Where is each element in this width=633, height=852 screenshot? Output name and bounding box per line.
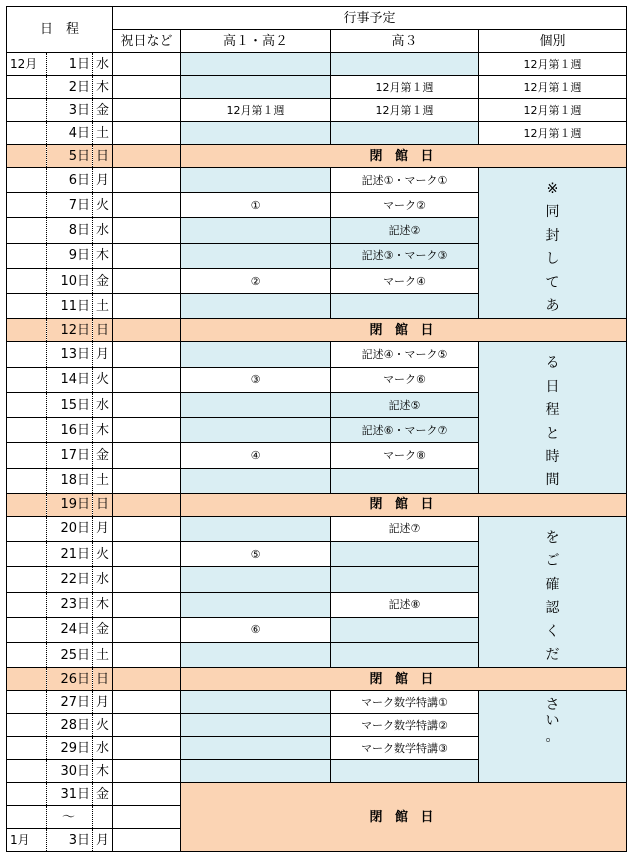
month-cell — [7, 542, 47, 567]
day-cell: 20日 — [47, 516, 93, 541]
k12-cell — [181, 737, 331, 760]
month-cell: 12月 — [7, 53, 47, 76]
k3-cell — [331, 643, 479, 668]
k3-cell: マーク数学特講③ — [331, 737, 479, 760]
holiday-header: 祝日など — [113, 30, 181, 53]
month-cell — [7, 493, 47, 516]
weekday-cell: 水 — [93, 392, 113, 417]
day-cell: 24日 — [47, 617, 93, 642]
holiday-cell — [113, 617, 181, 642]
note-char: 認 — [545, 600, 560, 617]
weekday-cell: 金 — [93, 99, 113, 122]
day-cell: 19日 — [47, 493, 93, 516]
month-cell: 1月 — [7, 829, 47, 852]
day-cell: 23日 — [47, 592, 93, 617]
weekday-cell: 火 — [93, 193, 113, 218]
k3-cell — [331, 567, 479, 592]
weekday-cell — [93, 806, 113, 829]
note-char: く — [545, 623, 560, 640]
day-cell: 30日 — [47, 760, 93, 783]
weekday-cell: 月 — [93, 516, 113, 541]
day-cell: 12日 — [47, 319, 93, 342]
note-char: 同 — [545, 204, 560, 221]
k12-cell — [181, 243, 331, 268]
note-char: 確 — [545, 576, 560, 593]
note-char: 。 — [545, 729, 560, 746]
day-cell: 18日 — [47, 468, 93, 493]
month-cell — [7, 783, 47, 806]
individual-cell: 12月第１週 — [479, 122, 627, 145]
k3-cell: 記述⑥・マーク⑦ — [331, 418, 479, 443]
holiday-cell — [113, 493, 181, 516]
note-char: 日 — [545, 378, 560, 395]
table-row — [7, 99, 627, 122]
holiday-cell — [113, 168, 181, 193]
holiday-cell — [113, 392, 181, 417]
note-char: る — [545, 355, 560, 372]
note-char: ご — [545, 553, 560, 570]
holiday-cell — [113, 806, 181, 829]
k12-cell: ③ — [181, 367, 331, 392]
table-row — [7, 342, 627, 367]
weekday-cell: 火 — [93, 367, 113, 392]
day-cell: 17日 — [47, 443, 93, 468]
holiday-cell — [113, 691, 181, 714]
weekday-cell: 火 — [93, 542, 113, 567]
vertical-note — [479, 691, 627, 783]
month-cell — [7, 617, 47, 642]
month-cell — [7, 714, 47, 737]
closed-day-label: 閉 館 日 — [181, 145, 627, 168]
k3-cell: 記述⑤ — [331, 392, 479, 417]
table-row — [7, 168, 627, 193]
k12-cell — [181, 714, 331, 737]
weekday-cell: 日 — [93, 668, 113, 691]
weekday-cell: 土 — [93, 468, 113, 493]
k3-cell: マーク② — [331, 193, 479, 218]
month-cell — [7, 168, 47, 193]
k3-cell — [331, 53, 479, 76]
holiday-cell — [113, 443, 181, 468]
weekday-cell: 木 — [93, 418, 113, 443]
day-cell: 27日 — [47, 691, 93, 714]
k3-cell: マーク数学特講① — [331, 691, 479, 714]
note-char: あ — [545, 298, 560, 315]
events-header: 行事予定 — [113, 7, 627, 30]
weekday-cell: 土 — [93, 294, 113, 319]
day-cell: 1日 — [47, 53, 93, 76]
holiday-cell — [113, 643, 181, 668]
month-cell — [7, 294, 47, 319]
day-cell: 22日 — [47, 567, 93, 592]
holiday-cell — [113, 193, 181, 218]
month-cell — [7, 243, 47, 268]
closed-period-label: 閉 館 日 — [181, 783, 627, 852]
month-cell — [7, 367, 47, 392]
day-cell: 6日 — [47, 168, 93, 193]
closed-day-label: 閉 館 日 — [181, 668, 627, 691]
month-cell — [7, 392, 47, 417]
day-cell: 2日 — [47, 76, 93, 99]
k12-cell — [181, 567, 331, 592]
day-cell: 28日 — [47, 714, 93, 737]
holiday-cell — [113, 592, 181, 617]
k3-cell: 記述⑧ — [331, 592, 479, 617]
k12-cell — [181, 418, 331, 443]
table-row — [7, 319, 627, 342]
weekday-cell: 金 — [93, 617, 113, 642]
holiday-cell — [113, 542, 181, 567]
holiday-cell — [113, 145, 181, 168]
weekday-cell: 月 — [93, 691, 113, 714]
month-cell — [7, 468, 47, 493]
holiday-cell — [113, 567, 181, 592]
month-cell — [7, 567, 47, 592]
day-cell: 10日 — [47, 268, 93, 293]
k12-cell — [181, 168, 331, 193]
holiday-cell — [113, 99, 181, 122]
month-cell — [7, 592, 47, 617]
holiday-cell — [113, 268, 181, 293]
k3-cell: 記述①・マーク① — [331, 168, 479, 193]
weekday-cell: 火 — [93, 714, 113, 737]
holiday-cell — [113, 668, 181, 691]
k12-cell — [181, 468, 331, 493]
k3-cell — [331, 617, 479, 642]
k12-cell — [181, 53, 331, 76]
day-cell: 14日 — [47, 367, 93, 392]
schedule-header: 日 程 — [7, 7, 113, 53]
k3-cell — [331, 122, 479, 145]
table-row — [7, 122, 627, 145]
month-cell — [7, 643, 47, 668]
individual-header: 個別 — [479, 30, 627, 53]
k3-header: 高３ — [331, 30, 479, 53]
k3-cell: マーク⑥ — [331, 367, 479, 392]
month-cell — [7, 806, 47, 829]
holiday-cell — [113, 760, 181, 783]
k3-cell: 12月第１週 — [331, 76, 479, 99]
k12-cell: 12月第１週 — [181, 99, 331, 122]
month-cell — [7, 443, 47, 468]
weekday-cell: 木 — [93, 760, 113, 783]
closed-day-label: 閉 館 日 — [181, 319, 627, 342]
weekday-cell: 水 — [93, 53, 113, 76]
month-cell — [7, 122, 47, 145]
individual-cell: 12月第１週 — [479, 99, 627, 122]
day-cell: 21日 — [47, 542, 93, 567]
holiday-cell — [113, 367, 181, 392]
note-char: を — [545, 529, 560, 546]
table-row — [7, 668, 627, 691]
holiday-cell — [113, 53, 181, 76]
month-cell — [7, 418, 47, 443]
range-tilde: ～ — [47, 806, 93, 829]
note-char: し — [545, 251, 560, 268]
holiday-cell — [113, 218, 181, 243]
month-cell — [7, 737, 47, 760]
month-cell — [7, 691, 47, 714]
k12-cell — [181, 392, 331, 417]
weekday-cell: 月 — [93, 342, 113, 367]
day-cell: 3日 — [47, 99, 93, 122]
k3-cell — [331, 294, 479, 319]
day-cell: 7日 — [47, 193, 93, 218]
month-cell — [7, 193, 47, 218]
k3-cell: 記述② — [331, 218, 479, 243]
vertical-note — [479, 342, 627, 493]
table-row — [7, 516, 627, 541]
table-row — [7, 76, 627, 99]
day-cell: 3日 — [47, 829, 93, 852]
day-cell: 8日 — [47, 218, 93, 243]
weekday-cell: 土 — [93, 643, 113, 668]
note-char: 封 — [545, 227, 560, 244]
note-char: 程 — [545, 402, 560, 419]
note-char: い — [545, 713, 560, 730]
weekday-cell: 土 — [93, 122, 113, 145]
note-char: と — [545, 425, 560, 442]
k12-cell — [181, 643, 331, 668]
note-char: て — [545, 274, 560, 291]
vertical-note — [479, 516, 627, 667]
holiday-cell — [113, 829, 181, 852]
weekday-cell: 月 — [93, 168, 113, 193]
individual-cell: 12月第１週 — [479, 53, 627, 76]
weekday-cell: 木 — [93, 243, 113, 268]
month-cell — [7, 760, 47, 783]
k12-cell: ② — [181, 268, 331, 293]
holiday-cell — [113, 783, 181, 806]
holiday-cell — [113, 714, 181, 737]
k12-cell: ⑤ — [181, 542, 331, 567]
table-row — [7, 53, 627, 76]
day-cell: 11日 — [47, 294, 93, 319]
k12-header: 高１・高２ — [181, 30, 331, 53]
k12-cell — [181, 294, 331, 319]
weekday-cell: 日 — [93, 319, 113, 342]
holiday-cell — [113, 294, 181, 319]
k12-cell — [181, 516, 331, 541]
weekday-cell: 水 — [93, 737, 113, 760]
individual-cell: 12月第１週 — [479, 76, 627, 99]
holiday-cell — [113, 468, 181, 493]
weekday-cell: 日 — [93, 145, 113, 168]
month-cell — [7, 99, 47, 122]
holiday-cell — [113, 737, 181, 760]
day-cell: 25日 — [47, 643, 93, 668]
holiday-cell — [113, 342, 181, 367]
table-row — [7, 783, 627, 806]
closed-day-label: 閉 館 日 — [181, 493, 627, 516]
k3-cell: 12月第１週 — [331, 99, 479, 122]
note-char: さ — [545, 697, 560, 714]
weekday-cell: 日 — [93, 493, 113, 516]
month-cell — [7, 516, 47, 541]
weekday-cell: 木 — [93, 592, 113, 617]
note-char: だ — [545, 646, 560, 663]
month-cell — [7, 668, 47, 691]
month-cell — [7, 218, 47, 243]
holiday-cell — [113, 76, 181, 99]
k3-cell — [331, 468, 479, 493]
day-cell: 31日 — [47, 783, 93, 806]
day-cell: 16日 — [47, 418, 93, 443]
day-cell: 26日 — [47, 668, 93, 691]
holiday-cell — [113, 516, 181, 541]
k12-cell — [181, 76, 331, 99]
k12-cell — [181, 592, 331, 617]
day-cell: 29日 — [47, 737, 93, 760]
k12-cell — [181, 760, 331, 783]
schedule-table — [6, 6, 627, 852]
month-cell — [7, 145, 47, 168]
k3-cell: 記述③・マーク③ — [331, 243, 479, 268]
weekday-cell: 金 — [93, 443, 113, 468]
k3-cell — [331, 542, 479, 567]
vertical-note — [479, 168, 627, 319]
month-cell — [7, 319, 47, 342]
holiday-cell — [113, 418, 181, 443]
holiday-cell — [113, 122, 181, 145]
k12-cell — [181, 691, 331, 714]
weekday-cell: 水 — [93, 567, 113, 592]
k12-cell: ① — [181, 193, 331, 218]
holiday-cell — [113, 243, 181, 268]
k12-cell — [181, 218, 331, 243]
note-char: 時 — [545, 449, 560, 466]
k12-cell — [181, 342, 331, 367]
note-char: ※ — [546, 181, 559, 197]
month-cell — [7, 76, 47, 99]
k3-cell: マーク⑧ — [331, 443, 479, 468]
month-cell — [7, 342, 47, 367]
k3-cell: マーク④ — [331, 268, 479, 293]
weekday-cell: 金 — [93, 783, 113, 806]
k12-cell: ④ — [181, 443, 331, 468]
weekday-cell: 水 — [93, 218, 113, 243]
day-cell: 15日 — [47, 392, 93, 417]
weekday-cell: 金 — [93, 268, 113, 293]
day-cell: 4日 — [47, 122, 93, 145]
k12-cell: ⑥ — [181, 617, 331, 642]
month-cell — [7, 268, 47, 293]
weekday-cell: 木 — [93, 76, 113, 99]
day-cell: 5日 — [47, 145, 93, 168]
table-row — [7, 493, 627, 516]
table-row — [7, 145, 627, 168]
holiday-cell — [113, 319, 181, 342]
k3-cell: マーク数学特講② — [331, 714, 479, 737]
day-cell: 9日 — [47, 243, 93, 268]
day-cell: 13日 — [47, 342, 93, 367]
note-char: 間 — [545, 472, 560, 489]
k12-cell — [181, 122, 331, 145]
k3-cell: 記述④・マーク⑤ — [331, 342, 479, 367]
weekday-cell: 月 — [93, 829, 113, 852]
k3-cell — [331, 760, 479, 783]
k3-cell: 記述⑦ — [331, 516, 479, 541]
table-row — [7, 691, 627, 714]
